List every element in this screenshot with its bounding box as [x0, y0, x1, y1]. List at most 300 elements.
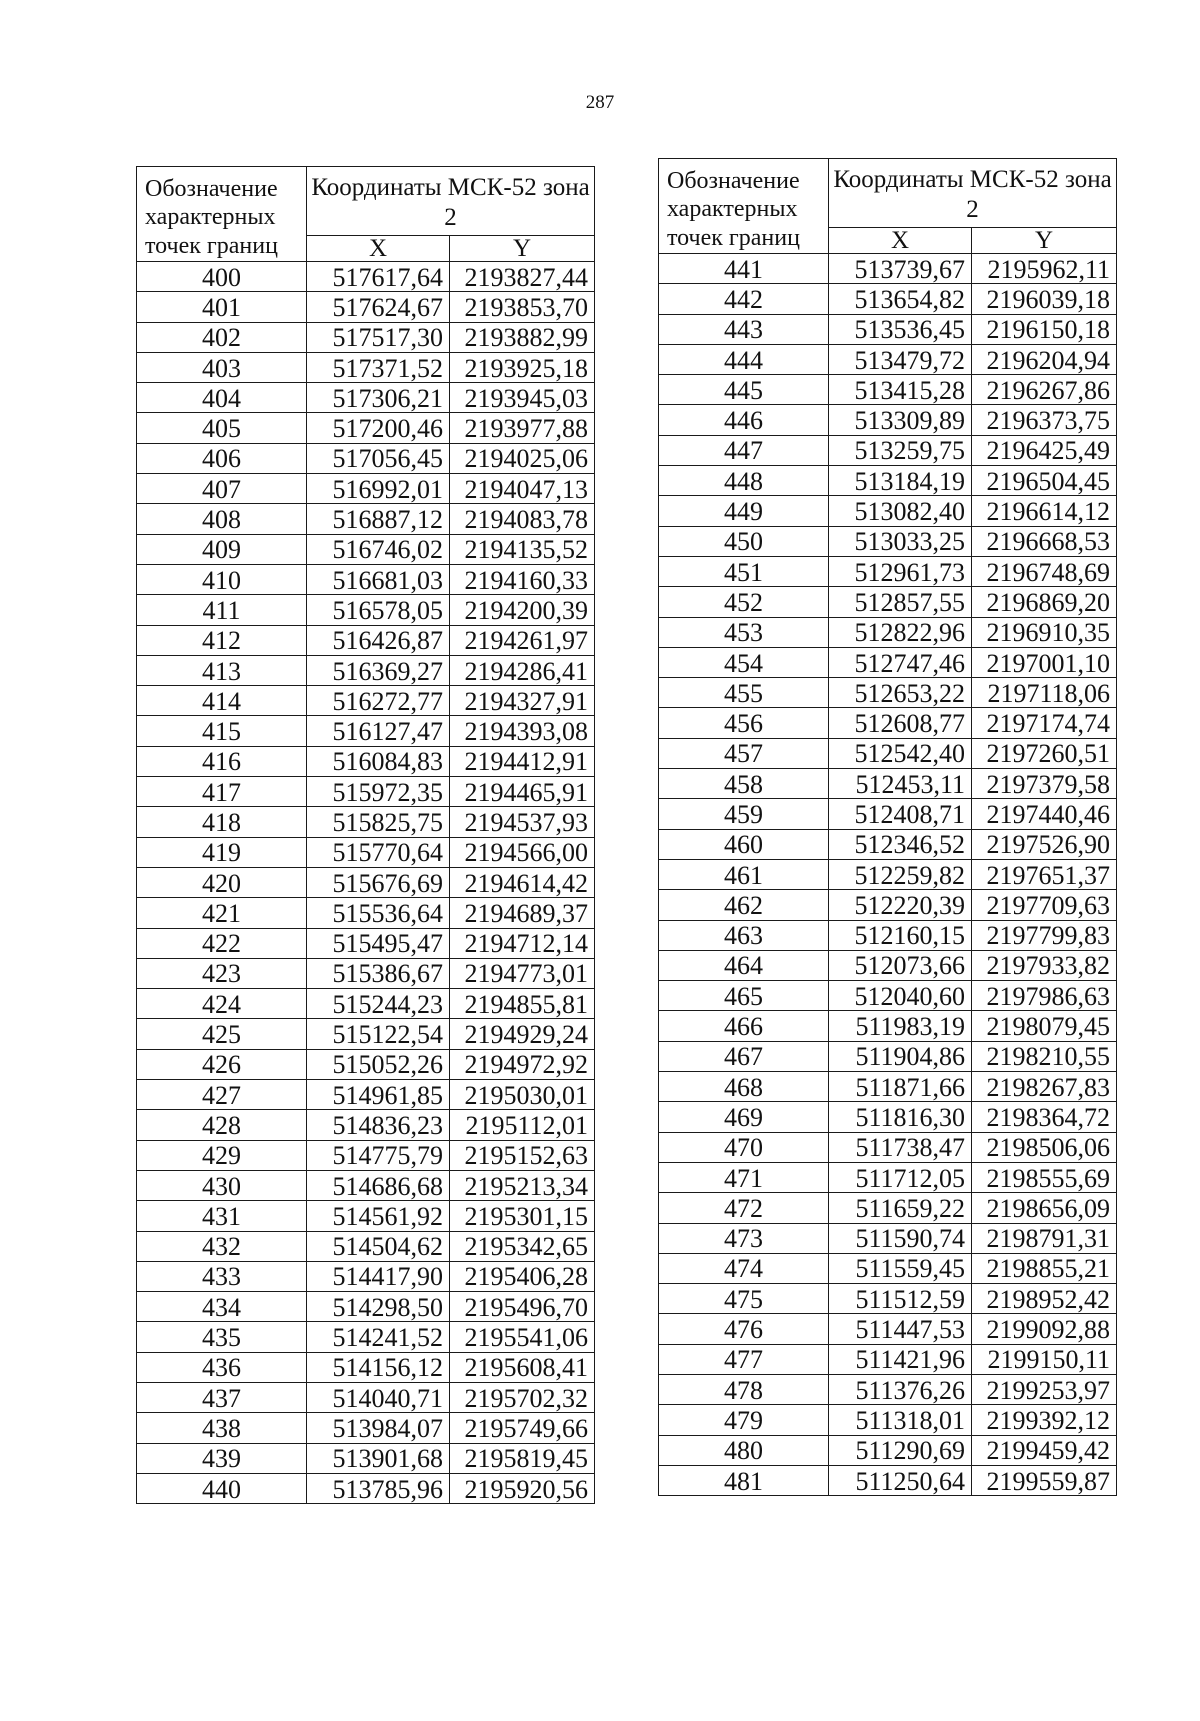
table-row: [137, 413, 595, 443]
y-coordinate-cell: 2194566,00: [450, 837, 595, 867]
y-coordinate-cell: 2194047,13: [450, 474, 595, 504]
y-coordinate-cell: 2194135,52: [450, 534, 595, 564]
table-row: [659, 1041, 1117, 1071]
point-number-cell: 436: [137, 1352, 307, 1382]
x-coordinate-cell: 516127,47: [307, 716, 450, 746]
y-coordinate-cell: 2199253,97: [972, 1374, 1117, 1404]
x-coordinate-cell: 517306,21: [307, 383, 450, 413]
x-coordinate-cell: 512453,11: [829, 769, 972, 799]
y-coordinate-cell: 2194614,42: [450, 867, 595, 897]
point-number-cell: 423: [137, 958, 307, 988]
y-coordinate-cell: 2194773,01: [450, 958, 595, 988]
point-number-cell: 437: [137, 1382, 307, 1412]
point-number-cell: 454: [659, 647, 829, 677]
table-row: [137, 1352, 595, 1382]
x-coordinate-cell: 514561,92: [307, 1201, 450, 1231]
point-number-cell: 463: [659, 920, 829, 950]
coordinates-table-right: [658, 158, 1117, 1496]
y-coordinate-cell: 2195030,01: [450, 1080, 595, 1110]
y-coordinate-cell: 2198267,83: [972, 1072, 1117, 1102]
y-coordinate-cell: 2195749,66: [450, 1413, 595, 1443]
table-row: [137, 534, 595, 564]
x-coordinate-cell: 513536,45: [829, 314, 972, 344]
y-coordinate-cell: 2197379,58: [972, 769, 1117, 799]
y-coordinate-cell: 2195213,34: [450, 1170, 595, 1200]
coordinates-system-header: Координаты МСК-52 зона 2: [307, 167, 595, 236]
point-number-cell: 421: [137, 898, 307, 928]
point-designation-header: Обозначение характерных точек границ: [137, 167, 307, 262]
x-coordinate-cell: 514836,23: [307, 1110, 450, 1140]
y-coordinate-cell: 2198079,45: [972, 1011, 1117, 1041]
point-number-cell: 456: [659, 708, 829, 738]
table-row: [659, 1011, 1117, 1041]
table-row: [659, 1102, 1117, 1132]
table-row: [659, 314, 1117, 344]
coordinates-table-left: [136, 166, 595, 1504]
y-coordinate-cell: 2194689,37: [450, 898, 595, 928]
y-coordinate-cell: 2194393,08: [450, 716, 595, 746]
point-number-cell: 465: [659, 981, 829, 1011]
point-number-cell: 435: [137, 1322, 307, 1352]
y-coordinate-cell: 2197118,06: [972, 678, 1117, 708]
y-coordinate-cell: 2197260,51: [972, 738, 1117, 768]
table-row: [137, 1322, 595, 1352]
point-number-cell: 439: [137, 1443, 307, 1473]
y-coordinate-cell: 2197174,74: [972, 708, 1117, 738]
point-number-cell: 402: [137, 322, 307, 352]
y-coordinate-cell: 2194537,93: [450, 807, 595, 837]
table-row: [137, 1110, 595, 1140]
x-coordinate-cell: 511983,19: [829, 1011, 972, 1041]
table-row: [137, 989, 595, 1019]
x-coordinate-cell: 515495,47: [307, 928, 450, 958]
y-coordinate-cell: 2196748,69: [972, 556, 1117, 586]
point-number-cell: 472: [659, 1193, 829, 1223]
table-row: [137, 928, 595, 958]
y-coordinate-cell: 2195406,28: [450, 1261, 595, 1291]
point-number-cell: 468: [659, 1072, 829, 1102]
y-coordinate-cell: 2197799,83: [972, 920, 1117, 950]
table-row: [137, 504, 595, 534]
table-row: [137, 1140, 595, 1170]
x-coordinate-cell: 517200,46: [307, 413, 450, 443]
table-row: [137, 898, 595, 928]
point-number-cell: 432: [137, 1231, 307, 1261]
table-row: [659, 1465, 1117, 1495]
y-coordinate-cell: 2198656,09: [972, 1193, 1117, 1223]
y-coordinate-cell: 2194083,78: [450, 504, 595, 534]
table-row: [659, 1253, 1117, 1283]
point-number-cell: 480: [659, 1435, 829, 1465]
x-column-header: X: [829, 228, 972, 254]
table-row: [137, 1382, 595, 1412]
x-coordinate-cell: 513984,07: [307, 1413, 450, 1443]
x-coordinate-cell: 511318,01: [829, 1405, 972, 1435]
point-number-cell: 409: [137, 534, 307, 564]
point-number-cell: 405: [137, 413, 307, 443]
x-coordinate-cell: 513479,72: [829, 344, 972, 374]
table-row: [137, 686, 595, 716]
point-number-cell: 477: [659, 1344, 829, 1374]
point-number-cell: 434: [137, 1292, 307, 1322]
point-number-cell: 426: [137, 1049, 307, 1079]
x-coordinate-cell: 514156,12: [307, 1352, 450, 1382]
y-coordinate-cell: 2197933,82: [972, 950, 1117, 980]
table-row: [137, 746, 595, 776]
table-row: [137, 292, 595, 322]
table-body-left: [137, 262, 595, 1504]
x-coordinate-cell: 511559,45: [829, 1253, 972, 1283]
table-row: [659, 1223, 1117, 1253]
point-number-cell: 471: [659, 1162, 829, 1192]
table-row: [659, 556, 1117, 586]
point-number-cell: 438: [137, 1413, 307, 1443]
table-row: [659, 496, 1117, 526]
y-coordinate-cell: 2199092,88: [972, 1314, 1117, 1344]
table-row: [659, 1162, 1117, 1192]
table-row: [137, 837, 595, 867]
y-coordinate-cell: 2195702,32: [450, 1382, 595, 1412]
table-row: [137, 1443, 595, 1473]
y-coordinate-cell: 2195112,01: [450, 1110, 595, 1140]
x-coordinate-cell: 513259,75: [829, 435, 972, 465]
table-row: [137, 1049, 595, 1079]
point-number-cell: 417: [137, 777, 307, 807]
y-coordinate-cell: 2194025,06: [450, 443, 595, 473]
point-number-cell: 431: [137, 1201, 307, 1231]
table-row: [137, 443, 595, 473]
y-coordinate-cell: 2196150,18: [972, 314, 1117, 344]
y-coordinate-cell: 2197986,63: [972, 981, 1117, 1011]
x-coordinate-cell: 511590,74: [829, 1223, 972, 1253]
point-number-cell: 459: [659, 799, 829, 829]
point-number-cell: 430: [137, 1170, 307, 1200]
point-number-cell: 470: [659, 1132, 829, 1162]
y-coordinate-cell: 2195342,65: [450, 1231, 595, 1261]
point-number-cell: 404: [137, 383, 307, 413]
x-coordinate-cell: 512073,66: [829, 950, 972, 980]
y-coordinate-cell: 2197526,90: [972, 829, 1117, 859]
table-row: [137, 1080, 595, 1110]
y-coordinate-cell: 2194286,41: [450, 655, 595, 685]
y-coordinate-cell: 2197651,37: [972, 859, 1117, 889]
x-coordinate-cell: 515386,67: [307, 958, 450, 988]
coordinates-system-header: Координаты МСК-52 зона 2: [829, 159, 1117, 228]
table-row: [137, 867, 595, 897]
table-row: [137, 564, 595, 594]
y-coordinate-cell: 2194929,24: [450, 1019, 595, 1049]
y-column-header: Y: [972, 228, 1117, 254]
x-coordinate-cell: 513415,28: [829, 375, 972, 405]
y-coordinate-cell: 2194465,91: [450, 777, 595, 807]
point-number-cell: 476: [659, 1314, 829, 1344]
y-coordinate-cell: 2196039,18: [972, 284, 1117, 314]
table-row: [659, 678, 1117, 708]
x-coordinate-cell: 511738,47: [829, 1132, 972, 1162]
y-coordinate-cell: 2197001,10: [972, 647, 1117, 677]
page-number: 287: [585, 92, 615, 113]
x-coordinate-cell: 516992,01: [307, 474, 450, 504]
x-coordinate-cell: 514775,79: [307, 1140, 450, 1170]
table-row: [659, 1132, 1117, 1162]
table-row: [137, 352, 595, 382]
x-coordinate-cell: 511447,53: [829, 1314, 972, 1344]
table-row: [137, 1292, 595, 1322]
y-coordinate-cell: 2194412,91: [450, 746, 595, 776]
y-coordinate-cell: 2193882,99: [450, 322, 595, 352]
y-coordinate-cell: 2198952,42: [972, 1284, 1117, 1314]
point-number-cell: 424: [137, 989, 307, 1019]
table-row: [659, 254, 1117, 284]
x-coordinate-cell: 514504,62: [307, 1231, 450, 1261]
point-number-cell: 448: [659, 466, 829, 496]
table-row: [659, 1435, 1117, 1465]
point-number-cell: 401: [137, 292, 307, 322]
table-row: [137, 1231, 595, 1261]
x-coordinate-cell: 516887,12: [307, 504, 450, 534]
table-row: [659, 587, 1117, 617]
y-coordinate-cell: 2199559,87: [972, 1465, 1117, 1495]
x-coordinate-cell: 511250,64: [829, 1465, 972, 1495]
point-number-cell: 469: [659, 1102, 829, 1132]
x-coordinate-cell: 513184,19: [829, 466, 972, 496]
point-number-cell: 428: [137, 1110, 307, 1140]
y-coordinate-cell: 2196504,45: [972, 466, 1117, 496]
point-number-cell: 403: [137, 352, 307, 382]
point-number-cell: 447: [659, 435, 829, 465]
y-coordinate-cell: 2195301,15: [450, 1201, 595, 1231]
y-coordinate-cell: 2193827,44: [450, 262, 595, 292]
y-coordinate-cell: 2194972,92: [450, 1049, 595, 1079]
x-coordinate-cell: 514241,52: [307, 1322, 450, 1352]
point-number-cell: 412: [137, 625, 307, 655]
table-row: [659, 1344, 1117, 1374]
y-coordinate-cell: 2195152,63: [450, 1140, 595, 1170]
table-row: [137, 807, 595, 837]
x-coordinate-cell: 512747,46: [829, 647, 972, 677]
x-coordinate-cell: 513082,40: [829, 496, 972, 526]
y-coordinate-cell: 2195541,06: [450, 1322, 595, 1352]
x-coordinate-cell: 512346,52: [829, 829, 972, 859]
table-row: [659, 920, 1117, 950]
point-number-cell: 415: [137, 716, 307, 746]
x-coordinate-cell: 515536,64: [307, 898, 450, 928]
y-coordinate-cell: 2198555,69: [972, 1162, 1117, 1192]
y-coordinate-cell: 2197709,63: [972, 890, 1117, 920]
table-row: [137, 1170, 595, 1200]
table-row: [659, 435, 1117, 465]
y-coordinate-cell: 2199392,12: [972, 1405, 1117, 1435]
point-number-cell: 406: [137, 443, 307, 473]
x-coordinate-cell: 514417,90: [307, 1261, 450, 1291]
x-coordinate-cell: 511376,26: [829, 1374, 972, 1404]
y-coordinate-cell: 2195819,45: [450, 1443, 595, 1473]
y-coordinate-cell: 2194855,81: [450, 989, 595, 1019]
x-coordinate-cell: 515676,69: [307, 867, 450, 897]
point-number-cell: 414: [137, 686, 307, 716]
table-row: [659, 526, 1117, 556]
point-number-cell: 407: [137, 474, 307, 504]
y-coordinate-cell: 2199459,42: [972, 1435, 1117, 1465]
x-coordinate-cell: 515122,54: [307, 1019, 450, 1049]
point-number-cell: 474: [659, 1253, 829, 1283]
point-number-cell: 458: [659, 769, 829, 799]
point-number-cell: 453: [659, 617, 829, 647]
x-coordinate-cell: 512160,15: [829, 920, 972, 950]
point-number-cell: 413: [137, 655, 307, 685]
point-number-cell: 433: [137, 1261, 307, 1291]
x-coordinate-cell: 514686,68: [307, 1170, 450, 1200]
x-coordinate-cell: 513785,96: [307, 1473, 450, 1503]
table-row: [659, 1405, 1117, 1435]
y-coordinate-cell: 2193853,70: [450, 292, 595, 322]
x-coordinate-cell: 511421,96: [829, 1344, 972, 1374]
point-number-cell: 450: [659, 526, 829, 556]
point-number-cell: 462: [659, 890, 829, 920]
table-row: [659, 1193, 1117, 1223]
point-number-cell: 420: [137, 867, 307, 897]
x-coordinate-cell: 513739,67: [829, 254, 972, 284]
x-coordinate-cell: 515244,23: [307, 989, 450, 1019]
point-number-cell: 411: [137, 595, 307, 625]
point-number-cell: 479: [659, 1405, 829, 1435]
point-number-cell: 422: [137, 928, 307, 958]
table-row: [137, 958, 595, 988]
point-number-cell: 464: [659, 950, 829, 980]
x-coordinate-cell: 516272,77: [307, 686, 450, 716]
point-number-cell: 445: [659, 375, 829, 405]
point-number-cell: 455: [659, 678, 829, 708]
table-row: [137, 625, 595, 655]
y-coordinate-cell: 2198364,72: [972, 1102, 1117, 1132]
table-row: [137, 777, 595, 807]
table-row: [137, 1413, 595, 1443]
y-coordinate-cell: 2196910,35: [972, 617, 1117, 647]
table-row: [137, 595, 595, 625]
point-number-cell: 410: [137, 564, 307, 594]
table-row: [659, 981, 1117, 1011]
x-coordinate-cell: 512857,55: [829, 587, 972, 617]
y-coordinate-cell: 2198855,21: [972, 1253, 1117, 1283]
x-coordinate-cell: 512961,73: [829, 556, 972, 586]
y-coordinate-cell: 2194261,97: [450, 625, 595, 655]
y-coordinate-cell: 2196614,12: [972, 496, 1117, 526]
point-number-cell: 427: [137, 1080, 307, 1110]
point-number-cell: 441: [659, 254, 829, 284]
y-coordinate-cell: 2195920,56: [450, 1473, 595, 1503]
y-coordinate-cell: 2199150,11: [972, 1344, 1117, 1374]
x-coordinate-cell: 516578,05: [307, 595, 450, 625]
point-number-cell: 481: [659, 1465, 829, 1495]
x-coordinate-cell: 515972,35: [307, 777, 450, 807]
y-coordinate-cell: 2193925,18: [450, 352, 595, 382]
x-coordinate-cell: 516369,27: [307, 655, 450, 685]
point-designation-header: Обозначение характерных точек границ: [659, 159, 829, 254]
table-row: [659, 799, 1117, 829]
table-row: [659, 1314, 1117, 1344]
y-coordinate-cell: 2196204,94: [972, 344, 1117, 374]
x-coordinate-cell: 517617,64: [307, 262, 450, 292]
x-coordinate-cell: 515770,64: [307, 837, 450, 867]
x-coordinate-cell: 512542,40: [829, 738, 972, 768]
x-coordinate-cell: 516746,02: [307, 534, 450, 564]
table-row: [659, 1072, 1117, 1102]
table-row: [659, 647, 1117, 677]
y-coordinate-cell: 2198210,55: [972, 1041, 1117, 1071]
y-coordinate-cell: 2195608,41: [450, 1352, 595, 1382]
y-coordinate-cell: 2196425,49: [972, 435, 1117, 465]
point-number-cell: 475: [659, 1284, 829, 1314]
x-coordinate-cell: 511512,59: [829, 1284, 972, 1314]
table-body-right: [659, 254, 1117, 1496]
x-coordinate-cell: 516681,03: [307, 564, 450, 594]
x-coordinate-cell: 513654,82: [829, 284, 972, 314]
table-row: [659, 405, 1117, 435]
x-coordinate-cell: 512040,60: [829, 981, 972, 1011]
y-coordinate-cell: 2196869,20: [972, 587, 1117, 617]
x-coordinate-cell: 516084,83: [307, 746, 450, 776]
point-number-cell: 446: [659, 405, 829, 435]
table-row: [137, 1019, 595, 1049]
table-row: [137, 262, 595, 292]
table-row: [137, 1261, 595, 1291]
y-coordinate-cell: 2196267,86: [972, 375, 1117, 405]
table-row: [659, 829, 1117, 859]
table-row: [137, 474, 595, 504]
point-number-cell: 473: [659, 1223, 829, 1253]
x-coordinate-cell: 511290,69: [829, 1435, 972, 1465]
y-coordinate-cell: 2195496,70: [450, 1292, 595, 1322]
y-coordinate-cell: 2193977,88: [450, 413, 595, 443]
point-number-cell: 429: [137, 1140, 307, 1170]
x-coordinate-cell: 515825,75: [307, 807, 450, 837]
point-number-cell: 440: [137, 1473, 307, 1503]
table-row: [137, 1473, 595, 1503]
x-coordinate-cell: 511816,30: [829, 1102, 972, 1132]
x-coordinate-cell: 516426,87: [307, 625, 450, 655]
point-number-cell: 461: [659, 859, 829, 889]
y-coordinate-cell: 2194160,33: [450, 564, 595, 594]
x-coordinate-cell: 514961,85: [307, 1080, 450, 1110]
table-row: [137, 716, 595, 746]
point-number-cell: 452: [659, 587, 829, 617]
x-coordinate-cell: 512608,77: [829, 708, 972, 738]
y-coordinate-cell: 2197440,46: [972, 799, 1117, 829]
x-coordinate-cell: 512408,71: [829, 799, 972, 829]
point-number-cell: 449: [659, 496, 829, 526]
table-row: [659, 344, 1117, 374]
point-number-cell: 443: [659, 314, 829, 344]
point-number-cell: 460: [659, 829, 829, 859]
x-coordinate-cell: 514298,50: [307, 1292, 450, 1322]
x-coordinate-cell: 512259,82: [829, 859, 972, 889]
point-number-cell: 451: [659, 556, 829, 586]
x-coordinate-cell: 517517,30: [307, 322, 450, 352]
point-number-cell: 416: [137, 746, 307, 776]
x-coordinate-cell: 511712,05: [829, 1162, 972, 1192]
table-row: [659, 375, 1117, 405]
x-coordinate-cell: 512822,96: [829, 617, 972, 647]
point-number-cell: 425: [137, 1019, 307, 1049]
table-row: [659, 1284, 1117, 1314]
x-coordinate-cell: 513901,68: [307, 1443, 450, 1473]
table-row: [659, 859, 1117, 889]
table-row: [659, 950, 1117, 980]
x-coordinate-cell: 512653,22: [829, 678, 972, 708]
x-coordinate-cell: 514040,71: [307, 1382, 450, 1412]
y-coordinate-cell: 2194200,39: [450, 595, 595, 625]
table-row: [659, 708, 1117, 738]
